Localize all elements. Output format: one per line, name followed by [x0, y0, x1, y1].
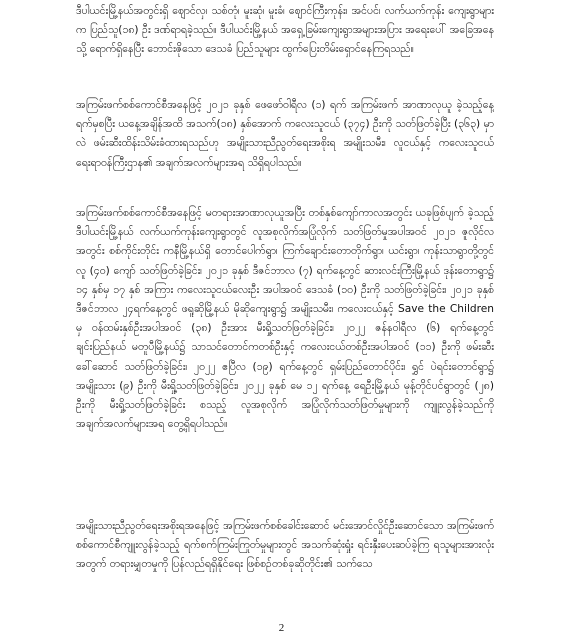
paragraph-1: ဒီပါယင်းမြို့နယ်အတွင်းရှိ ဈောင်လှ၊ သစ်တုံ၊ မူးဆုံ၊ မူးခံ၊ ဈောင်ကြီးကုန်း၊ အင်ပင်၊ လက်ယက်ကုန်း ကျေးရွာများက ပြည်သူ(၁၈) ဦး ဒဏ်ရာရခဲ့သည်။ ဒီပါယင်းမြို့နယ် အရှေ့ခြမ်းကျေးရွာအများအပြား အရေးပေါ် အခြေအနေသို့ ရောက်ရှိနေပြီး ဘောင်းဇိုသော ဒေသခံ ပြည်သူများ ထွက်ပြေးတိမ်းရှောင်နေကြရသည်။: [76, 5, 494, 56]
page-number: 2: [278, 622, 285, 634]
paragraph-3: အကြမ်းဖက်စစ်ကောင်စီအနေဖြင့် မတရားအာဏာလုယူအပြီး တစ်နှစ်ကျော်ကာလအတွင်း ယခုဖြစ်ပျက် ခဲ့သည့် ဒီပါယင်းမြို့နယ် လက်ယက်ကုန်းကျေးရွာတွင် လူအစုလိုက်အပြုံလိုက် သတ်ဖြတ်မှုအပါအဝင် ၂၀၂၁ ဇူလိုင်လအတွင်း စစ်ကိုင်းတိုင်း ကနီမြို့နယ်ရှိ တောင်ပေါက်ရွာ၊ ကြက်ချောင်းတောတိုက်ရွာ၊ ယင်းရွာ၊ ကုန်းသာရွာတို့တွင် လူ (၄၀) ကျော် သတ်ဖြတ်ခဲ့ခြင်း၊ ၂၀၂၁ ခုနှစ် ဒီဇင်ဘာလ (၇) ရက်နေ့တွင် ဆားလင်းကြီးမြို့နယ် ဒုန်းတောရွာ၌ ၁၄ နှစ်မှ ၁၇ နှစ် အကြား ကလေးသူငယ်လေးဦး အပါအဝင် ဒေသခံ (၁၀) ဦးကို သတ်ဖြတ်ခဲ့ခြင်း၊ ၂၀၂၁ ခုနှစ် ဒီဇင်ဘာလ ၂၄ရက်နေ့တွင် ဖရူဆိုမြို့နယ် မိုဆိုကျေးရွာ၌ အမျိုးသမီး၊ ကလေးငယ်နှင့် Save the Children မှ ဝန်ထမ်းနှစ်ဦးအပါအဝင် (၃၈) ဦးအား မီးရှို့သတ်ဖြတ်ခဲ့ခြင်း၊ ၂၀၂၂ ဇန်နဝါရီလ (၆) ရက်နေ့တွင် ချင်းပြည်နယ် မတူပီမြို့နယ်၌ သာသင်တောင်ကတစ်ဦးနှင့် ကလေးငယ်တစ်ဦးအပါအဝင် (၁၁) ဦးကို ဖမ်းဆီးခေါ်ဆောင် သတ်ဖြတ်ခဲ့ခြင်း၊ ၂၀၂၂ ဧပြီလ (၁၉) ရက်နေ့တွင် ရှမ်းပြည်တောင်ပိုင်း၊ ရွှင် ပဲရင်းတောင်ရွာ၌ အမျိုးသား (၉) ဦးကို မီးရှို့သတ်ဖြတ်ခဲ့ခြင်း၊ ၂၀၂၂ ခုနှစ် မေ ၁၂ ရက်နေ့ ရေဦးမြို့နယ် မုန့်တိုင်ပင်ရွာတွင် (၂၈) ဦးကို မီးရှို့သတ်ဖြတ်ခဲ့ခြင်း စသည့် လူအစုလိုက် အပြုံလိုက်သတ်ဖြတ်မှုများကို ကျူးလွန်ခဲ့သည်ကို အချက်အလက်များအရ တွေ့ရှိရပါသည်။: [76, 207, 494, 431]
paragraph-4: အမျိုးသားညီညွတ်ရေးအစိုးရအနေဖြင့် အကြမ်းဖက်စစ်ခေါင်းဆောင် မင်းအောင်လှိုင်ဦးဆောင်သော အကြမ်းဖက်စစ်ကောင်စီကျူးလွန်ခဲ့သည့် ရက်စက်ကြမ်းကြုတ်မှုများတွင် အသက်ဆုံးရှုံး ရင်းနှီးပေးဆပ်ခဲ့ကြ ရသူများအားလုံးအတွက် တရားမျှတမှုကို ပြန်လည်ရရှိနိုင်ရေး ဖြစ်စဉ်တစ်ခုဆိုတိုင်း၏ သက်သေ: [76, 520, 494, 571]
paragraph-2: အကြမ်းဖက်စစ်ကောင်စီအနေဖြင့် ၂၀၂၁ ခုနှစ် ဖေဖော်ဝါရီလ (၁) ရက် အကြမ်းဖက် အာဏာလုယူ ခဲ့သည့်နေ့ရက်မှစပြီး ယနေ့အချိန်အထိ အသက်(၁၈) နှစ်အောက် ကလေးသူငယ် (၃၇၄) ဦးကို သတ်ဖြတ်ခဲ့ပြီး (၃၆၃) မှာလဲ ဖမ်းဆီးထိန်းသိမ်းခံထားရသည်ဟု အမျိုးသားညီညွတ်ရေးအစိုးရ အမျိုးသမီး၊ လူငယ်နှင့် ကလေးသူငယ်ရေးရာဝန်ကြီးဌာန၏ အချက်အလက်များအရ သိရှိရပါသည်။: [76, 99, 494, 169]
